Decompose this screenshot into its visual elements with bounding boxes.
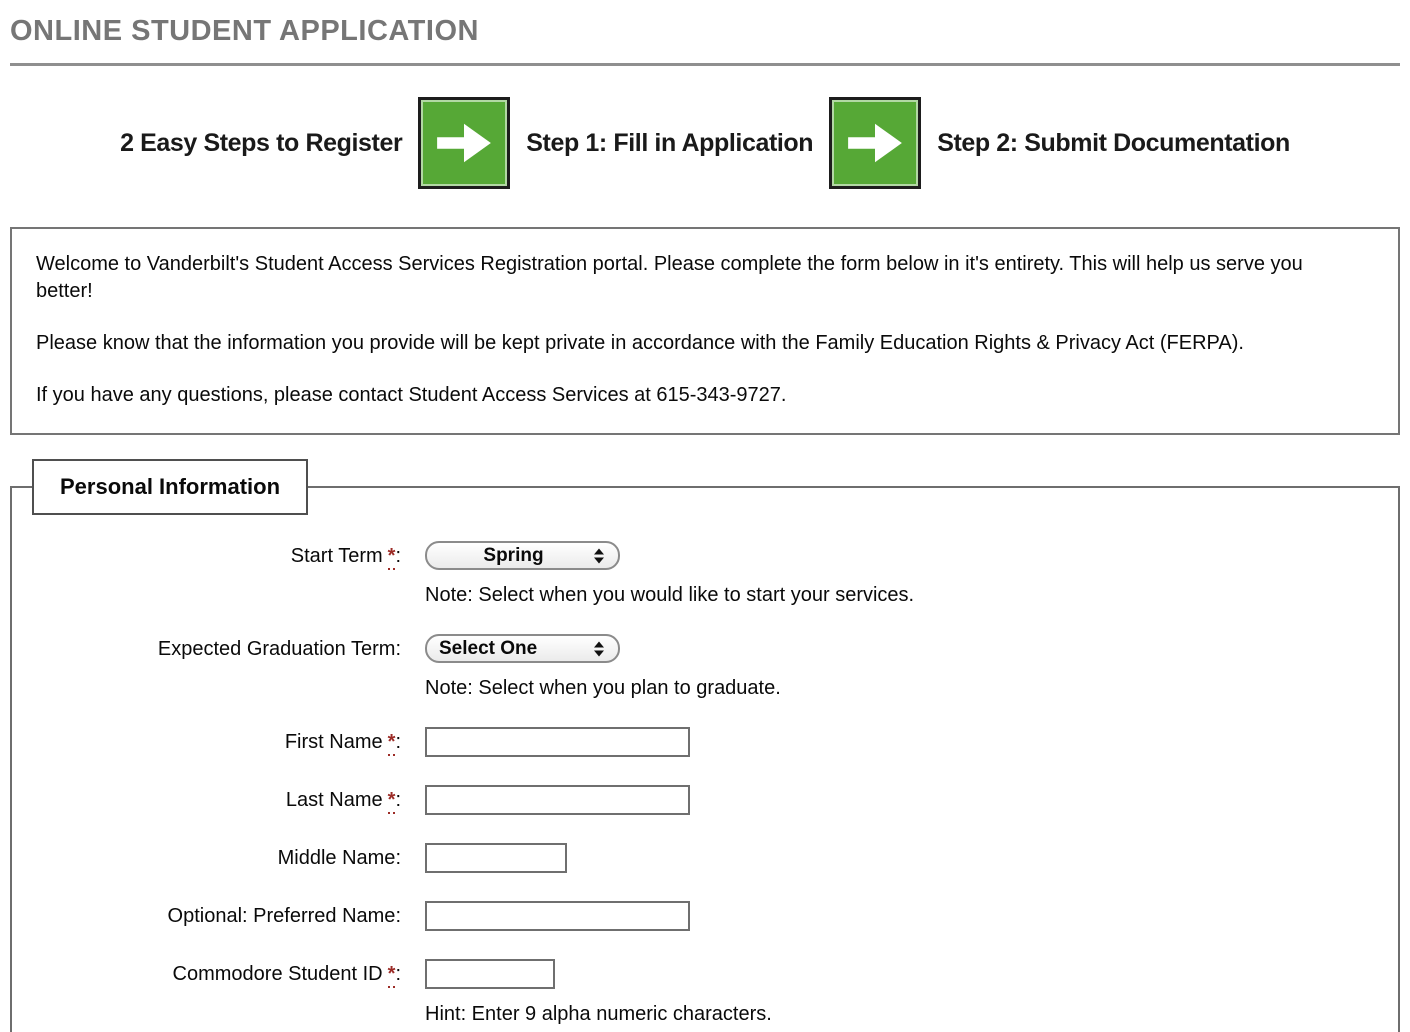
form-row-start-term	[12, 541, 1398, 606]
middle-name-label: Middle Name:	[277, 847, 401, 869]
form-row-graduation-term	[12, 634, 1398, 699]
student-id-input[interactable]	[425, 959, 555, 989]
page-title: ONLINE STUDENT APPLICATION	[10, 15, 479, 47]
first-name-label: First Name *:	[12, 727, 401, 754]
preferred-name-input[interactable]	[425, 901, 690, 931]
graduation-term-note: Note: Select when you plan to graduate.	[425, 677, 781, 699]
start-term-note: Note: Select when you would like to start your services.	[425, 584, 915, 606]
form-row-last-name	[12, 785, 1398, 815]
last-name-control	[425, 785, 690, 815]
select-arrows-icon	[594, 548, 605, 563]
welcome-panel	[10, 227, 1400, 435]
personal-info-fieldset	[10, 459, 1400, 1032]
required-asterisk: *	[388, 789, 396, 814]
form-row-first-name	[12, 727, 1398, 757]
preferred-name-label: Optional: Preferred Name:	[167, 905, 401, 927]
student-id-hint: Hint: Enter 9 alpha numeric characters.	[425, 1003, 772, 1025]
green-right-arrow-icon	[418, 97, 510, 189]
title-divider	[10, 63, 1400, 66]
select-arrows-icon	[594, 641, 605, 656]
steps-banner	[10, 97, 1400, 189]
last-name-label: Last Name *:	[12, 785, 401, 812]
welcome-paragraph: Welcome to Vanderbilt's Student Access Services Registration portal. Please complete the form below in it's entirety. This will help us serve you better!	[36, 253, 1303, 302]
last-name-input[interactable]	[425, 785, 690, 815]
ferpa-paragraph: Please know that the information you provide will be kept private in accordance with the Family Education Rights & Privacy Act (FERPA).	[36, 332, 1244, 354]
first-name-input[interactable]	[425, 727, 690, 757]
graduation-term-control	[425, 634, 781, 699]
preferred-name-control	[425, 901, 690, 931]
green-right-arrow-icon	[829, 97, 921, 189]
steps-intro-label: 2 Easy Steps to Register	[120, 128, 403, 157]
required-asterisk: *	[388, 963, 396, 988]
start-term-select[interactable]	[425, 541, 620, 570]
step-1-label: Step 1: Fill in Application	[526, 128, 814, 157]
start-term-select-value: Spring	[483, 544, 544, 566]
required-asterisk: *	[388, 545, 396, 570]
form-row-preferred-name	[12, 901, 1398, 931]
middle-name-control	[425, 843, 567, 873]
form-row-student-id	[12, 959, 1398, 1025]
start-term-control	[425, 541, 914, 606]
first-name-control	[425, 727, 690, 757]
form-row-middle-name	[12, 843, 1398, 873]
graduation-term-select-value: Select One	[439, 637, 538, 659]
personal-info-legend: Personal Information	[32, 459, 308, 515]
required-asterisk: *	[388, 731, 396, 756]
graduation-term-label: Expected Graduation Term:	[157, 638, 401, 660]
student-id-control	[425, 959, 772, 1025]
step-2-label: Step 2: Submit Documentation	[937, 128, 1290, 157]
student-id-label: Commodore Student ID *:	[12, 959, 401, 986]
middle-name-input[interactable]	[425, 843, 567, 873]
start-term-label: Start Term *:	[12, 541, 401, 568]
graduation-term-select[interactable]	[425, 634, 620, 663]
contact-paragraph: If you have any questions, please contact Student Access Services at 615-343-9727.	[36, 384, 787, 406]
